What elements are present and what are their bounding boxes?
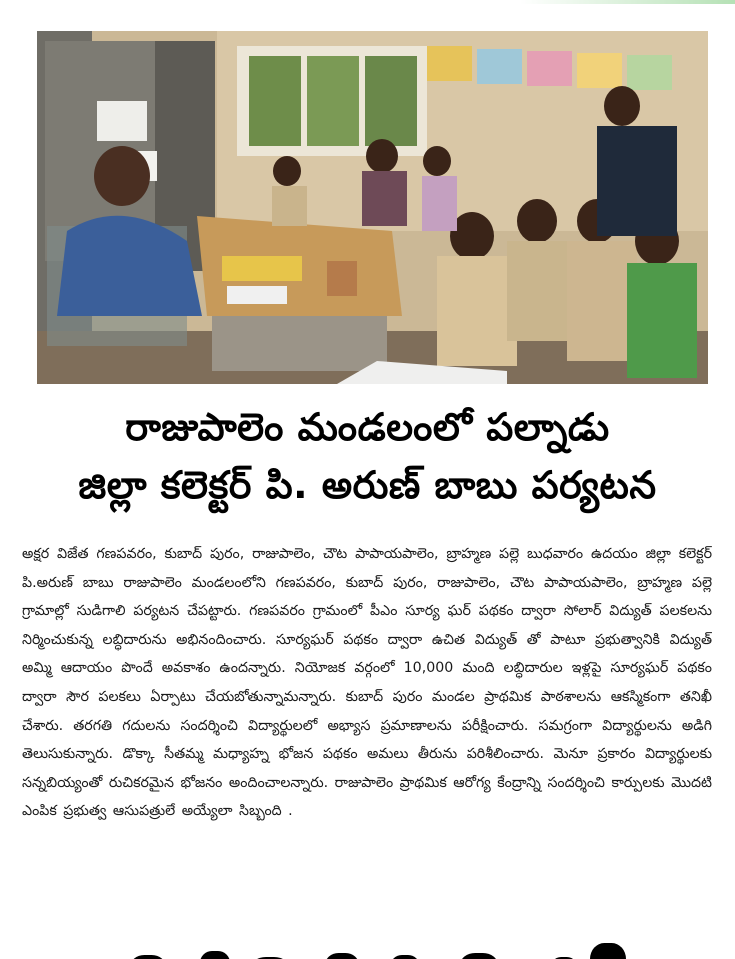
article-paragraph: అక్షర విజేత గణపవరం, కుబాద్ పురం, రాజుపాలెం, చౌట పాపాయపాలెం, బ్రాహ్మణ పల్లె బుధవారం ఉదయం జిల్లా కలెక్టర్ పి.అరుణ్ బాబు రాజుపాలెం మండలంలోని గణపవరం, కుబాద్ పురం, రాజుపాలెం, చౌట పాపాయపాలెం, బ్రాహ్మణ పల్లె గ్రామాల్లో సుడిగాలి పర్యటన చేపట్టారు. గణపవరం గ్రామంలో పీఎం సూర్య ఘర్ పథకం ద్వారా సోలార్ విద్యుత్ పలకలను నిర్మించుకున్న లబ్ధిదారును అభినందించారు. సూర్యఘర్ పథకం ద్వారా ఉచిత విద్యుత్ తో పాటూ ప్రభుత్వానికి విద్యుత్ అమ్మి ఆదాయం పొందే అవకాశం ఉందన్నారు. నియోజక వర్గంలో 10,000 మంది లబ్ధిదారుల ఇళ్లపై సూర్యఘర్ పథకం ద్వారా సౌర పలకలు ఏర్పాటు చేయబోతున్నామన్నారు. కుబాద్ పురం మండల ప్రాథమిక పాఠశాలను ఆకస్మికంగా తనిఖీ చేశారు. తరగతి గదులను సందర్శించి విద్యార్థులలో అభ్యాస ప్రమాణాలను పరీక్షించారు. సమగ్రంగా విద్యార్థులను అడిగి తెలుసుకున్నారు. డొక్కా సీతమ్మ మధ్యాహ్న భోజన పథకం అమలు తీరును పరిశీలించారు. మెనూ ప్రకారం విద్యార్థులకు సన్నబియ్యంతో రుచికరమైన భోజనం అందించాలన్నారు. రాజుపాలెం ప్రాథమిక ఆరోగ్య కేంద్రాన్ని సందర్శించి కార్పులకు మొదటి ఎంపిక ప్రభుత్వ ఆసుపత్రులే అయ్యేలా సిబ్బంది . — [22, 546, 712, 820]
article-body — [22, 540, 712, 826]
next-headline-glyphs — [120, 941, 640, 959]
headline-line-1: రాజుపాలెం మండలంలో పల్నాడు — [125, 405, 610, 449]
news-photo — [37, 31, 708, 384]
next-headline-cropped — [0, 935, 735, 959]
headline — [0, 398, 735, 514]
headline-line-2: జిల్లా కలెక్టర్ పి. అరుణ్ బాబు పర్యటన — [78, 463, 657, 507]
top-decorative-strip — [520, 0, 735, 4]
